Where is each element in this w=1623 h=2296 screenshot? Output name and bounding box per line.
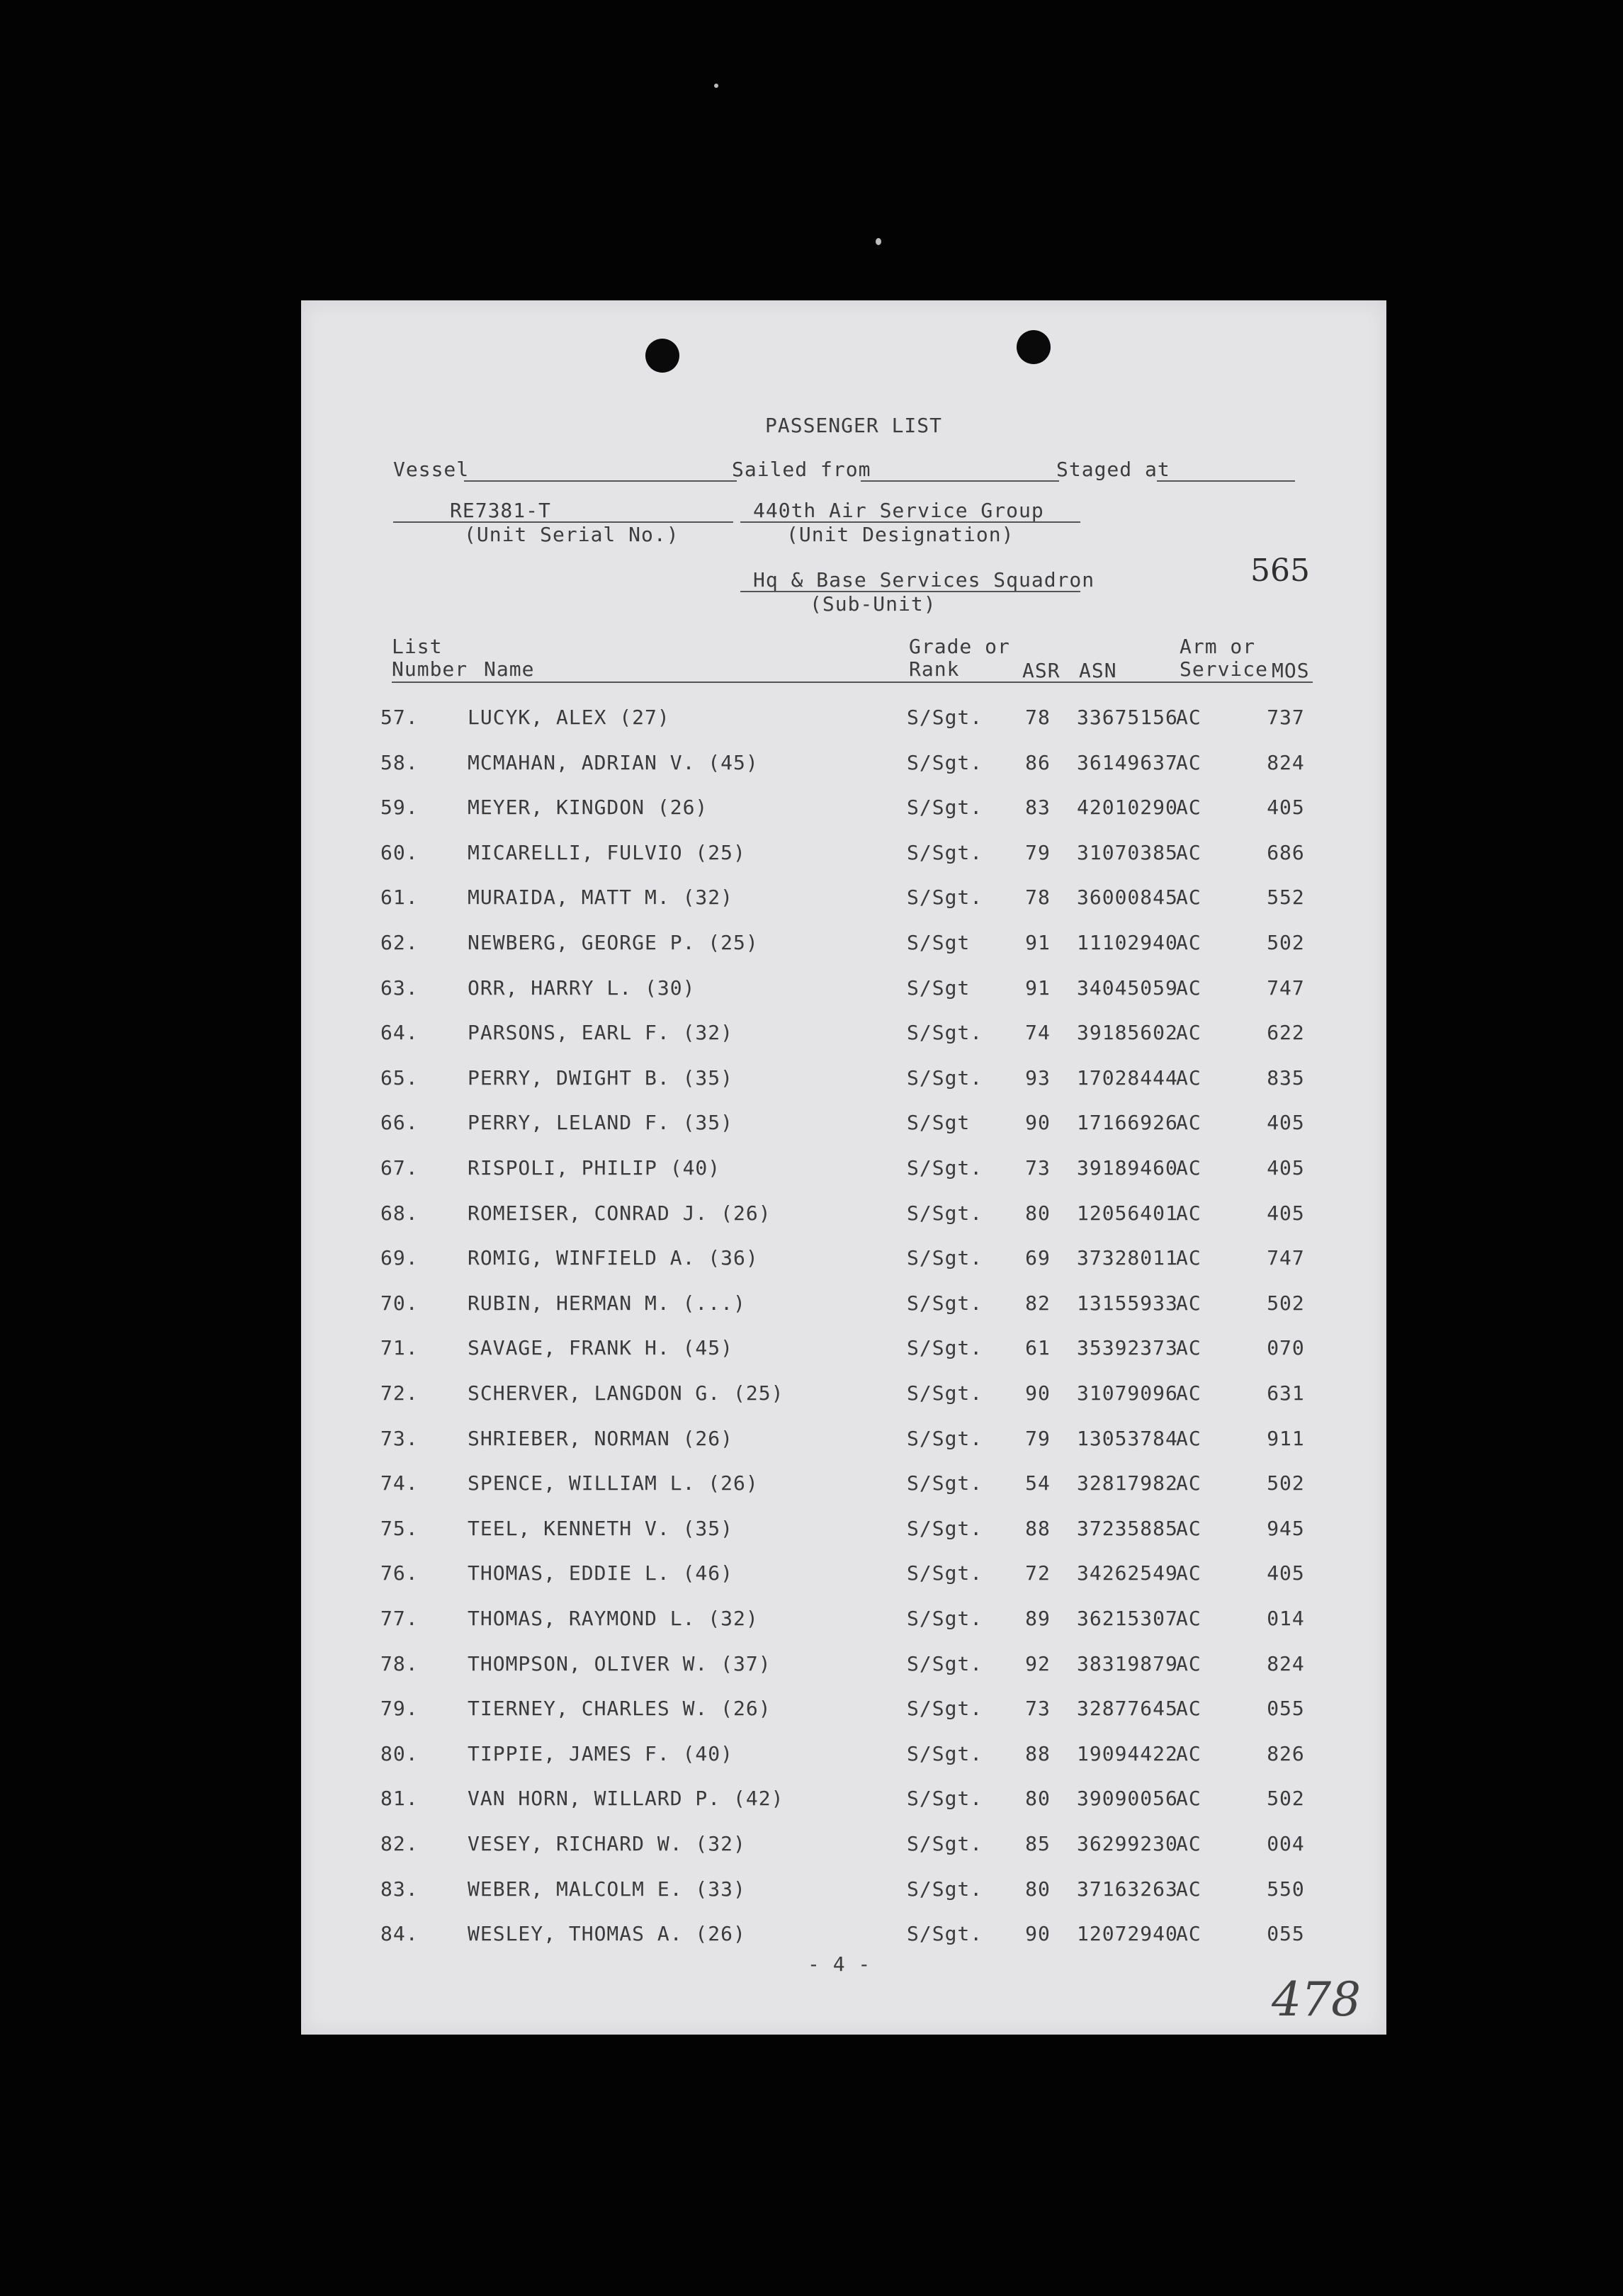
table-row [301,706,1386,734]
column-header-rule [392,682,1313,683]
list-number: 62. [380,931,419,954]
grade: S/Sgt. [907,1741,983,1765]
mos: 502 [1267,931,1305,954]
list-number: 82. [380,1832,419,1855]
grade: S/Sgt. [907,1201,983,1225]
passenger-name: SAVAGE, FRANK H. (45) [468,1336,734,1360]
list-number: 72. [380,1381,419,1405]
asr: 91 [1025,931,1051,954]
grade: S/Sgt. [907,1516,983,1540]
handwritten-page-number: 478 [1272,1972,1361,2027]
asn: 35392373 [1077,1336,1178,1360]
sailed-from-label: Sailed from [732,458,871,481]
asn: 36149637 [1077,750,1178,774]
grade: S/Sgt. [907,1787,983,1811]
grade: S/Sgt. [907,1832,983,1855]
mos: 686 [1267,840,1305,864]
grade: S/Sgt. [907,1561,983,1585]
list-number: 61. [380,886,419,910]
asn: 37163263 [1077,1877,1178,1901]
list-number: 76. [380,1561,419,1585]
col-header-asn: ASN [1079,659,1117,682]
mos: 004 [1267,1832,1305,1855]
unit-serial-value: RE7381-T [450,499,551,522]
asn: 17028444 [1077,1065,1178,1090]
asr: 83 [1025,796,1051,820]
grade: S/Sgt. [907,796,983,820]
asr: 78 [1025,886,1051,910]
arm-service: AC [1176,1381,1201,1405]
list-number: 79. [380,1697,419,1721]
passenger-name: NEWBERG, GEORGE P. (25) [468,931,759,954]
asn: 13155933 [1077,1291,1178,1315]
passenger-name: THOMAS, RAYMOND L. (32) [468,1607,759,1630]
passenger-name: TIPPIE, JAMES F. (40) [468,1741,734,1765]
list-number: 69. [380,1246,419,1270]
arm-service: AC [1176,931,1201,954]
arm-service: AC [1176,1426,1201,1450]
list-number: 60. [380,840,419,864]
table-row [301,1922,1386,1950]
mos: 911 [1267,1426,1305,1450]
grade: S/Sgt. [907,1065,983,1090]
mos: 945 [1267,1516,1305,1540]
passenger-name: ROMEISER, CONRAD J. (26) [468,1201,771,1225]
mos: 405 [1267,1111,1305,1135]
passenger-name: RISPOLI, PHILIP (40) [468,1156,721,1180]
asr: 90 [1025,1922,1051,1946]
mos: 055 [1267,1697,1305,1721]
asr: 92 [1025,1651,1051,1675]
asn: 42010290 [1077,796,1178,820]
table-row [301,1291,1386,1320]
passenger-name: SHRIEBER, NORMAN (26) [468,1426,734,1450]
mos: 631 [1267,1381,1305,1405]
arm-service: AC [1176,1516,1201,1540]
passenger-name: ORR, HARRY L. (30) [468,975,696,1000]
punch-hole-left [645,339,679,373]
asn: 34045059 [1077,975,1178,1000]
grade: S/Sgt. [907,1381,983,1405]
list-number: 68. [380,1201,419,1225]
asr: 88 [1025,1741,1051,1765]
col-header-name: Name [484,657,535,681]
arm-service: AC [1176,1021,1201,1045]
list-number: 83. [380,1877,419,1901]
passenger-list-page [301,300,1386,2035]
asn: 34262549 [1077,1561,1178,1585]
grade: S/Sgt. [907,886,983,910]
passenger-name: WESLEY, THOMAS A. (26) [468,1922,746,1946]
asn: 39189460 [1077,1156,1178,1180]
col-header-arm-line1: Arm or [1180,635,1256,658]
background-speck [876,238,881,245]
col-header-list-line1: List [392,635,443,658]
arm-service: AC [1176,1877,1201,1901]
asn: 39090056 [1077,1787,1178,1811]
table-row [301,1246,1386,1274]
arm-service: AC [1176,1607,1201,1630]
grade: S/Sgt. [907,1922,983,1946]
passenger-name: TIERNEY, CHARLES W. (26) [468,1697,771,1721]
asn: 31070385 [1077,840,1178,864]
table-row [301,1697,1386,1725]
asn: 36000845 [1077,886,1178,910]
asr: 74 [1025,1021,1051,1045]
arm-service: AC [1176,796,1201,820]
mos: 405 [1267,1201,1305,1225]
arm-service: AC [1176,1246,1201,1270]
asn: 39185602 [1077,1021,1178,1045]
arm-service: AC [1176,706,1201,729]
asn: 37235885 [1077,1516,1178,1540]
asr: 72 [1025,1561,1051,1585]
arm-service: AC [1176,750,1201,774]
passenger-name: LUCYK, ALEX (27) [468,706,670,729]
asr: 73 [1025,1697,1051,1721]
mos: 622 [1267,1021,1305,1045]
passenger-name: RUBIN, HERMAN M. (...) [468,1291,746,1315]
list-number: 73. [380,1426,419,1450]
arm-service: AC [1176,1561,1201,1585]
passenger-name: VESEY, RICHARD W. (32) [468,1832,746,1855]
mos: 502 [1267,1471,1305,1495]
asn: 36215307 [1077,1607,1178,1630]
grade: S/Sgt. [907,1291,983,1315]
passenger-name: SPENCE, WILLIAM L. (26) [468,1471,759,1495]
asn: 11102940 [1077,931,1178,954]
list-number: 74. [380,1471,419,1495]
table-row [301,751,1386,779]
grade: S/Sgt. [907,706,983,729]
table-row [301,1381,1386,1410]
asr: 79 [1025,1426,1051,1450]
table-row [301,841,1386,869]
list-number: 63. [380,975,419,1000]
table-row [301,1156,1386,1184]
grade: S/Sgt [907,1111,971,1135]
asr: 73 [1025,1156,1051,1180]
passenger-name: TEEL, KENNETH V. (35) [468,1516,734,1540]
asr: 80 [1025,1877,1051,1901]
passenger-name: PERRY, DWIGHT B. (35) [468,1065,734,1090]
passenger-name: THOMAS, EDDIE L. (46) [468,1561,734,1585]
mos: 405 [1267,1156,1305,1180]
mos: 747 [1267,1246,1305,1270]
mos: 824 [1267,750,1305,774]
grade: S/Sgt. [907,1697,983,1721]
table-row [301,1111,1386,1139]
table-row [301,1517,1386,1545]
list-number: 58. [380,750,419,774]
grade: S/Sgt. [907,1651,983,1675]
passenger-name: ROMIG, WINFIELD A. (36) [468,1246,759,1270]
mos: 550 [1267,1877,1305,1901]
passenger-name: SCHERVER, LANGDON G. (25) [468,1381,784,1405]
mos: 737 [1267,706,1305,729]
mos: 070 [1267,1336,1305,1360]
passenger-name: PERRY, LELAND F. (35) [468,1111,734,1135]
table-row [301,1877,1386,1906]
arm-service: AC [1176,975,1201,1000]
background-speck [714,84,718,88]
col-header-asr: ASR [1022,659,1061,682]
table-row [301,1607,1386,1635]
mos: 552 [1267,886,1305,910]
passenger-name: WEBER, MALCOLM E. (33) [468,1877,746,1901]
mos: 826 [1267,1741,1305,1765]
asr: 61 [1025,1336,1051,1360]
mos: 502 [1267,1787,1305,1811]
table-row [301,976,1386,1005]
arm-service: AC [1176,840,1201,864]
table-row [301,1742,1386,1770]
asr: 91 [1025,975,1051,1000]
page-number: - 4 - [808,1952,871,1976]
asn: 12072940 [1077,1922,1178,1946]
stamped-number: 565 [1250,553,1310,589]
grade: S/Sgt. [907,1607,983,1630]
page-title: PASSENGER LIST [765,414,943,437]
list-number: 77. [380,1607,419,1630]
grade: S/Sgt. [907,1877,983,1901]
arm-service: AC [1176,1201,1201,1225]
list-number: 81. [380,1787,419,1811]
sub-unit-caption: (Sub-Unit) [810,592,937,616]
vessel-field-line [464,480,737,482]
asn: 33675156 [1077,706,1178,729]
arm-service: AC [1176,1291,1201,1315]
list-number: 71. [380,1336,419,1360]
passenger-name: PARSONS, EARL F. (32) [468,1021,734,1045]
mos: 055 [1267,1922,1305,1946]
asr: 88 [1025,1516,1051,1540]
asn: 37328011 [1077,1246,1178,1270]
list-number: 67. [380,1156,419,1180]
list-number: 84. [380,1922,419,1946]
asn: 19094422 [1077,1741,1178,1765]
arm-service: AC [1176,1111,1201,1135]
sub-unit-value: Hq & Base Services Squadron [753,568,1095,592]
asn: 17166926 [1077,1111,1178,1135]
asn: 13053784 [1077,1426,1178,1450]
table-row [301,1066,1386,1095]
sailed-from-field-line [861,480,1059,482]
grade: S/Sgt. [907,1021,983,1045]
asr: 85 [1025,1832,1051,1855]
mos: 405 [1267,796,1305,820]
arm-service: AC [1176,1697,1201,1721]
asr: 90 [1025,1111,1051,1135]
asn: 38319879 [1077,1651,1178,1675]
asr: 54 [1025,1471,1051,1495]
grade: S/Sgt. [907,840,983,864]
col-header-grade-line1: Grade or [909,635,1010,658]
grade: S/Sgt. [907,1246,983,1270]
unit-designation-caption: (Unit Designation) [786,523,1014,546]
asr: 86 [1025,750,1051,774]
asn: 32877645 [1077,1697,1178,1721]
punch-hole-right [1017,330,1051,364]
passenger-name: THOMPSON, OLIVER W. (37) [468,1651,771,1675]
mos: 835 [1267,1065,1305,1090]
grade: S/Sgt. [907,1426,983,1450]
table-row [301,1201,1386,1230]
asr: 80 [1025,1787,1051,1811]
table-row [301,1561,1386,1590]
table-row [301,1021,1386,1049]
asr: 90 [1025,1381,1051,1405]
table-row [301,1652,1386,1680]
asn: 32817982 [1077,1471,1178,1495]
asr: 79 [1025,840,1051,864]
passenger-name: MEYER, KINGDON (26) [468,796,708,820]
table-row [301,931,1386,959]
passenger-name: MURAIDA, MATT M. (32) [468,886,734,910]
unit-designation-value: 440th Air Service Group [753,499,1044,522]
col-header-list-line2: Number [392,657,468,681]
mos: 824 [1267,1651,1305,1675]
arm-service: AC [1176,1471,1201,1495]
asr: 78 [1025,706,1051,729]
list-number: 59. [380,796,419,820]
passenger-name: MICARELLI, FULVIO (25) [468,840,746,864]
table-row [301,1832,1386,1860]
arm-service: AC [1176,1787,1201,1811]
arm-service: AC [1176,1741,1201,1765]
arm-service: AC [1176,1922,1201,1946]
list-number: 78. [380,1651,419,1675]
col-header-arm-line2: Service [1180,657,1269,681]
grade: S/Sgt [907,931,971,954]
asn: 36299230 [1077,1832,1178,1855]
list-number: 80. [380,1741,419,1765]
unit-serial-caption: (Unit Serial No.) [464,523,679,546]
col-header-grade-line2: Rank [909,657,960,681]
staged-at-field-line [1157,480,1295,482]
list-number: 70. [380,1291,419,1315]
staged-at-label: Staged at [1056,458,1170,481]
grade: S/Sgt [907,975,971,1000]
asr: 69 [1025,1246,1051,1270]
arm-service: AC [1176,1832,1201,1855]
vessel-label: Vessel [393,458,470,481]
asn: 31079096 [1077,1381,1178,1405]
asr: 80 [1025,1201,1051,1225]
mos: 014 [1267,1607,1305,1630]
arm-service: AC [1176,1156,1201,1180]
table-row [301,1427,1386,1455]
grade: S/Sgt. [907,1336,983,1360]
passenger-name: VAN HORN, WILLARD P. (42) [468,1787,784,1811]
list-number: 65. [380,1065,419,1090]
asn: 12056401 [1077,1201,1178,1225]
arm-service: AC [1176,1065,1201,1090]
grade: S/Sgt. [907,1156,983,1180]
list-number: 57. [380,706,419,729]
passenger-name: MCMAHAN, ADRIAN V. (45) [468,750,759,774]
table-row [301,886,1386,914]
grade: S/Sgt. [907,1471,983,1495]
table-row [301,1471,1386,1500]
asr: 82 [1025,1291,1051,1315]
grade: S/Sgt. [907,750,983,774]
table-row [301,1787,1386,1815]
table-row [301,1336,1386,1364]
list-number: 64. [380,1021,419,1045]
arm-service: AC [1176,1336,1201,1360]
arm-service: AC [1176,1651,1201,1675]
col-header-mos: MOS [1272,659,1310,682]
arm-service: AC [1176,886,1201,910]
list-number: 75. [380,1516,419,1540]
mos: 747 [1267,975,1305,1000]
mos: 405 [1267,1561,1305,1585]
list-number: 66. [380,1111,419,1135]
table-row [301,796,1386,824]
asr: 93 [1025,1065,1051,1090]
asr: 89 [1025,1607,1051,1630]
mos: 502 [1267,1291,1305,1315]
